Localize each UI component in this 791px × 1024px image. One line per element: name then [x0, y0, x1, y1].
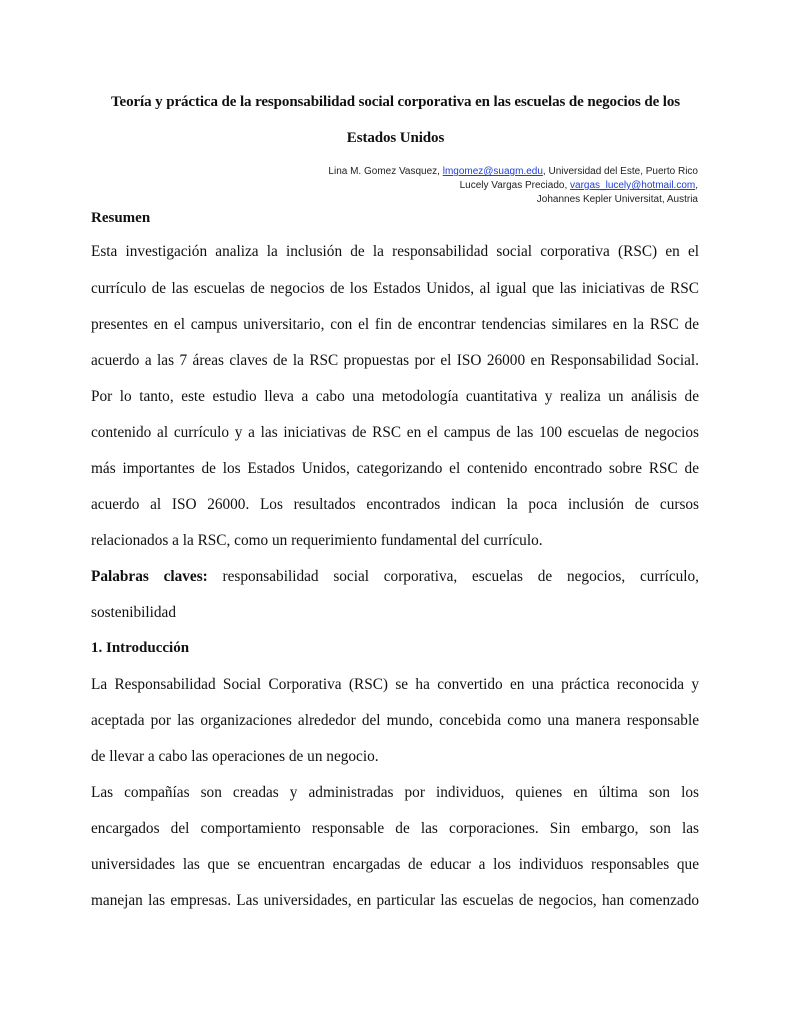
author-institution: Johannes Kepler Universitat, Austria: [536, 194, 698, 205]
author-email-link[interactable]: lmgomez@suagm.edu: [442, 166, 543, 177]
abstract-line: acuerdo al ISO 26000. Los resultados encontrados indican la poca inclusión de cursos: [91, 496, 699, 513]
abstract-line: presentes en el campus universitario, con el fin de encontrar tendencias similares en la RSC de: [91, 316, 699, 333]
intro-line: La Responsabilidad Social Corporativa (RSC) se ha convertido en una práctica reconocida y: [91, 676, 699, 693]
paper-title-line-2: Estados Unidos: [346, 130, 445, 146]
abstract-line: más importantes de los Estados Unidos, categorizando el contenido encontrado sobre RSC de: [91, 460, 699, 477]
author-email-link[interactable]: vargas_lucely@hotmail.com: [570, 180, 696, 191]
abstract-line: currículo de las escuelas de negocios de los Estados Unidos, al igual que las iniciativas de RSC: [91, 280, 699, 297]
keywords-text: responsabilidad social corporativa, escuelas de negocios, currículo,: [207, 568, 699, 585]
keywords-label: Palabras claves:: [91, 568, 208, 585]
intro-line: universidades las que se encuentran encargadas de educar a los individuos responsables que: [91, 856, 699, 873]
abstract-line: Por lo tanto, este estudio lleva a cabo una metodología cuantitativa y realiza un análisis de: [91, 388, 699, 405]
abstract-line: Esta investigación analiza la inclusión de la responsabilidad social corporativa (RSC) en el: [91, 243, 699, 260]
author-affiliation-2: [460, 180, 698, 191]
abstract-line: contenido al currículo y a las iniciativas de RSC en el campus de las 100 escuelas de negocios: [91, 424, 699, 441]
paper-title-line-1: Teoría y práctica de la responsabilidad social corporativa en las escuelas de negocios de los: [110, 94, 681, 110]
keywords-line: [91, 568, 699, 586]
intro-line: de llevar a cabo las operaciones de un negocio.: [91, 748, 379, 765]
author-institution: , Universidad del Este, Puerto Rico: [542, 166, 698, 177]
abstract-heading: Resumen: [91, 210, 151, 226]
introduction-heading: 1. Introducción: [91, 640, 190, 656]
author-institution: ,: [695, 180, 698, 191]
intro-line: aceptada por las organizaciones alrededor del mundo, concebida como una manera responsable: [91, 712, 699, 729]
author-name: Lucely Vargas Preciado,: [459, 180, 571, 191]
abstract-line: relacionados a la RSC, como un requerimiento fundamental del currículo.: [91, 532, 543, 549]
intro-line: Las compañías son creadas y administradas por individuos, quienes en última son los: [91, 784, 699, 801]
abstract-line: acuerdo a las 7 áreas claves de la RSC propuestas por el ISO 26000 en Responsabilidad Social.: [91, 352, 699, 369]
author-name: Lina M. Gomez Vasquez,: [328, 166, 443, 177]
author-affiliation-3: [537, 194, 698, 205]
author-affiliation-1: [328, 166, 698, 177]
intro-line: manejan las empresas. Las universidades, en particular las escuelas de negocios, han comenzado: [91, 892, 699, 909]
intro-line: encargados del comportamiento responsable de las corporaciones. Sin embargo, son las: [91, 820, 699, 837]
keywords-line: sostenibilidad: [91, 604, 176, 621]
